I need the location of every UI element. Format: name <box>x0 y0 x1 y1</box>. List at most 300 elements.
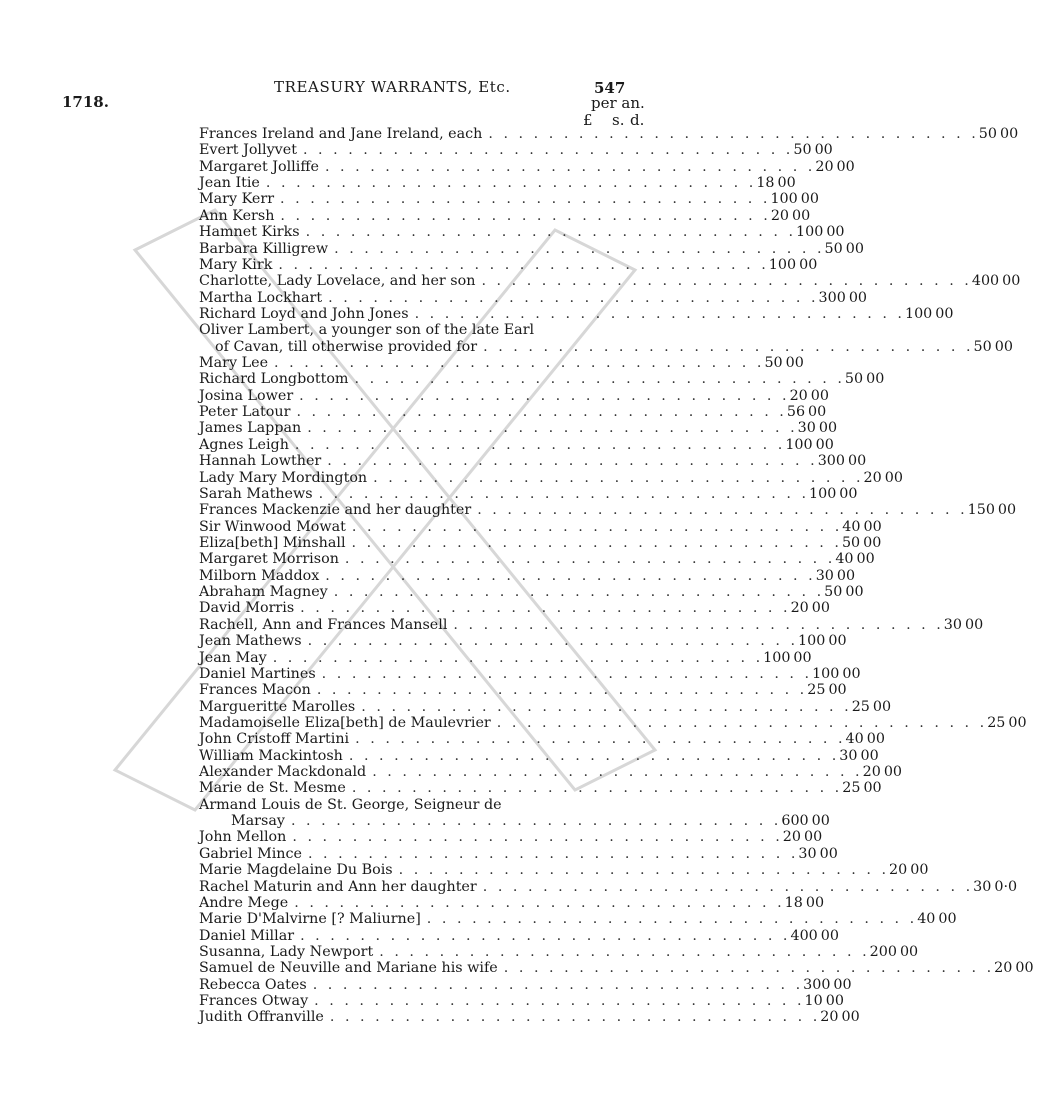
dot-leader: . . . . . . . . . . . . . . . . . . . . . . . . . . . . . . . . . <box>477 502 968 519</box>
dot-leader: . . . . . . . . . . . . . . . . . . . . . . . . . . . . . . . . . <box>373 469 864 486</box>
list-item <box>199 256 818 273</box>
pence-value: 0 <box>1024 960 1034 977</box>
dot-leader: . . . . . . . . . . . . . . . . . . . . . . . . . . . . . . . . . <box>307 420 798 437</box>
recipient-name: Rachel Maturin and Ann her daughter <box>199 878 477 895</box>
pence-value: 0 <box>794 355 804 372</box>
pence-value: 0 <box>848 485 858 502</box>
pounds-value <box>572 797 619 813</box>
entry-name-cell <box>199 355 764 371</box>
entry-name-cell <box>199 633 798 649</box>
recipient-name: Martha Lockhart <box>199 289 323 306</box>
entry-name-cell <box>199 257 769 273</box>
pence-value: 0 <box>808 256 818 273</box>
list-item <box>199 665 861 682</box>
entry-name-cell <box>199 175 756 191</box>
shillings-value: 0 <box>999 126 1010 142</box>
dot-leader: . . . . . . . . . . . . . . . . . . . . . . . . . . . . . . . . . <box>351 518 843 535</box>
dot-leader: . . . . . . . . . . . . . . . . . . . . . . . . . . . . . . . . . <box>398 862 890 879</box>
pounds-value: 600 <box>781 813 809 830</box>
entry-name-cell <box>199 813 781 829</box>
shillings-value: 0 <box>836 158 846 175</box>
shillings-value: 0 <box>1002 273 1012 290</box>
recipient-name: Margaret Morrison <box>199 551 339 568</box>
entry-name-cell <box>199 584 824 600</box>
pounds-value: 40 <box>917 911 936 928</box>
list-item <box>199 813 830 830</box>
recipient-name: Josina Lower <box>199 387 294 404</box>
entry-name-cell <box>199 273 972 289</box>
list-item <box>199 584 864 601</box>
pounds-value: 40 <box>835 551 854 568</box>
list-item <box>199 878 1018 895</box>
pounds-value: 20 <box>782 829 801 846</box>
shillings-value: 0 <box>910 862 920 879</box>
entry-name-cell <box>199 290 819 306</box>
entry-name-cell <box>199 944 870 960</box>
entry-name-cell <box>199 535 842 551</box>
pence-value <box>636 797 659 813</box>
pence-value: 0 <box>819 387 829 404</box>
list-item <box>199 436 834 453</box>
pounds-value: 30 <box>973 878 992 895</box>
entry-name-cell <box>199 797 572 813</box>
shillings-value: 0 <box>825 993 835 1010</box>
list-item <box>199 289 868 306</box>
pence-value: 0 <box>1007 502 1017 519</box>
list-item <box>199 158 855 175</box>
list-item <box>199 273 1021 290</box>
dot-leader: . . . . . . . . . . . . . . . . . . . . . . . . . . . . . . . . . <box>272 649 764 666</box>
dot-leader: . . . . . . . . . . . . . . . . . . . . . . . . . . . . . . . . . <box>302 142 794 159</box>
recipient-name: Frances Mackenzie and her daughter <box>199 502 472 519</box>
pounds-value: 25 <box>851 698 870 715</box>
shillings-value <box>619 322 636 338</box>
recipient-name: David Morris <box>199 600 295 617</box>
shillings-value: 0 <box>1015 960 1025 977</box>
pence-value: 0 <box>875 371 885 388</box>
entry-name-cell <box>199 126 979 142</box>
recipient-name: Alexander Mackdonald <box>199 764 367 781</box>
pence-value: 0 <box>1011 273 1021 290</box>
pence-value: 0 <box>817 404 827 421</box>
entry-name-cell <box>199 551 835 567</box>
entry-name-cell <box>199 715 987 731</box>
pounds-column-head: £ <box>583 111 593 129</box>
pence-value: 0 <box>854 584 864 601</box>
pounds-value: 300 <box>817 453 845 470</box>
list-item <box>199 224 845 241</box>
shillings-value: 0 <box>856 551 866 568</box>
shillings-column-head: s. <box>612 111 625 129</box>
pounds-value: 30 <box>943 616 962 633</box>
list-item <box>199 142 833 159</box>
dot-leader: . . . . . . . . . . . . . . . . . . . . . . . . . . . . . . . . . <box>333 584 825 601</box>
pence-value: 0 <box>893 469 903 486</box>
pence-value: 0 <box>882 698 892 715</box>
entry-name-cell <box>199 895 785 911</box>
pence-value: 0 <box>857 453 867 470</box>
entry-name-cell <box>199 699 852 715</box>
pounds-value: 20 <box>770 207 790 224</box>
entry-name-cell <box>199 241 825 257</box>
pence-value: 0 <box>829 927 839 944</box>
list-item <box>199 453 867 470</box>
dot-leader: . . . . . . . . . . . . . . . . . . . . . . . . . . . . . . . . . <box>482 878 974 895</box>
pounds-value: 20 <box>994 960 1013 977</box>
pence-value: 0 <box>872 534 882 551</box>
pence-value: 0 <box>846 567 856 584</box>
recipient-name: Daniel Martines <box>199 665 316 682</box>
entry-name-cell <box>199 764 863 780</box>
entry-name-cell <box>199 224 796 240</box>
shillings-value: 0 <box>847 453 858 470</box>
entry-name-cell <box>199 388 790 404</box>
dot-leader: . . . . . . . . . . . . . . . . . . . . . . . . . . . . . . . . . <box>334 240 825 257</box>
dot-leader: . . . . . . . . . . . . . . . . . . . . . . . . . . . . . . . . . <box>372 764 863 781</box>
recipient-name: Sir Winwood Mowat <box>199 518 346 535</box>
dot-leader: . . . . . . . . . . . . . . . . . . . . . . . . . . . . . . . . . <box>274 355 765 372</box>
pounds-value: 18 <box>756 175 775 192</box>
entry-name-cell <box>199 829 783 845</box>
recipient-name: Susanna, Lady Newport <box>199 943 374 960</box>
pounds-value: 30 <box>798 845 817 862</box>
recipient-name: Marie de St. Mesme <box>199 780 346 797</box>
list-item <box>199 714 1027 731</box>
recipient-name: Rebecca Oates <box>199 976 307 993</box>
pounds-value: 40 <box>842 518 861 535</box>
pounds-value: 20 <box>862 764 881 781</box>
recipient-name: Hamnet Kirks <box>199 224 300 241</box>
list-item <box>199 240 864 257</box>
entry-name-cell <box>199 568 816 584</box>
shillings-value: 0 <box>1008 714 1018 731</box>
recipient-name: Samuel de Neuville and Mariane his wife <box>199 960 498 977</box>
recipient-name: Frances Ireland and Jane Ireland, each <box>199 126 483 142</box>
dot-leader: . . . . . . . . . . . . . . . . . . . . . . . . . . . . . . . . . <box>325 567 816 584</box>
pounds-value: 18 <box>784 894 803 911</box>
dot-leader: . . . . . . . . . . . . . . . . . . . . . . . . . . . . . . . . . <box>314 993 805 1010</box>
entry-name-cell <box>199 486 809 502</box>
recipient-name: Marsay <box>231 813 285 830</box>
shillings-value: 0 <box>800 191 810 208</box>
pence-value: 0 <box>835 224 845 241</box>
pence-value: 0 <box>974 616 984 633</box>
pounds-value: 200 <box>869 943 897 960</box>
shillings-value: 0 <box>839 485 849 502</box>
list-item <box>199 649 812 666</box>
pence-value: 0 <box>820 813 830 830</box>
recipient-name: John Cristoff Martini <box>199 731 350 748</box>
pence-value: 0 <box>1009 126 1019 142</box>
pounds-value: 50 <box>793 142 812 159</box>
pounds-value: 100 <box>809 485 837 502</box>
pence-value: 0 <box>827 420 838 437</box>
recipient-name: Oliver Lambert, a younger son of the late Earl <box>199 322 535 339</box>
shillings-value: 0 <box>833 976 843 993</box>
warrant-list <box>199 126 1034 1026</box>
dot-leader: . . . . . . . . . . . . . . . . . . . . . . . . . . . . . . . . . <box>280 207 771 224</box>
recipient-name: Gabriel Mince <box>199 845 302 862</box>
entry-name-cell <box>199 993 805 1009</box>
list-item <box>199 894 825 911</box>
pence-value: 0 <box>857 289 868 306</box>
dot-leader: . . . . . . . . . . . . . . . . . . . . . . . . . . . . . . . . . <box>307 845 799 862</box>
dot-leader: . . . . . . . . . . . . . . . . . . . . . . . . . . . . . . . . . <box>318 485 809 502</box>
pence-value: 0 <box>814 894 825 911</box>
list-item <box>199 927 839 944</box>
list-item <box>199 534 882 551</box>
shillings-value: 0 <box>820 927 830 944</box>
recipient-name: Eliza[beth] Minshall <box>199 534 346 551</box>
list-item <box>199 911 957 928</box>
pence-value: 0 <box>1017 714 1027 731</box>
pence-value: ·0 <box>1003 878 1018 895</box>
shillings-value: 0 <box>884 469 894 486</box>
dot-leader: . . . . . . . . . . . . . . . . . . . . . . . . . . . . . . . . . <box>503 960 995 977</box>
dot-leader: . . . . . . . . . . . . . . . . . . . . . . . . . . . . . . . . . <box>300 927 791 944</box>
pounds-value: 100 <box>812 665 840 682</box>
running-head: TREASURY WARRANTS, Etc. <box>274 78 511 96</box>
shillings-value: 0 <box>965 616 975 633</box>
list-item <box>199 976 852 993</box>
pounds-value: 50 <box>973 338 992 355</box>
pence-value <box>636 322 659 338</box>
dot-leader: . . . . . . . . . . . . . . . . . . . . . . . . . . . . . . . . . <box>296 404 787 421</box>
shillings-value: 0 <box>866 371 876 388</box>
shillings-value: 0 <box>863 518 873 535</box>
shillings-value: 0 <box>866 731 876 748</box>
dot-leader: . . . . . . . . . . . . . . . . . . . . . . . . . . . . . . . . . <box>316 682 808 699</box>
recipient-name: William Mackintosh <box>199 747 343 764</box>
shillings-value: 0 <box>792 207 802 224</box>
pence-value: 0 <box>828 845 838 862</box>
dot-leader: . . . . . . . . . . . . . . . . . . . . . . . . . . . . . . . . . <box>351 534 842 551</box>
pounds-value: 50 <box>824 584 843 601</box>
recipient-name: Peter Latour <box>199 404 291 421</box>
recipient-name: Richard Longbottom <box>199 371 349 388</box>
entry-name-cell <box>199 322 572 338</box>
entry-name-cell <box>199 977 803 993</box>
dot-leader: . . . . . . . . . . . . . . . . . . . . . . . . . . . . . . . . . <box>294 894 785 911</box>
recipient-name: Jean May <box>199 649 267 666</box>
pounds-value: 25 <box>987 714 1006 731</box>
pence-value: 0 <box>837 682 847 699</box>
list-item <box>199 338 1013 355</box>
dot-leader: . . . . . . . . . . . . . . . . . . . . . . . . . . . . . . . . . <box>265 175 757 192</box>
shillings-value: 0 <box>938 911 948 928</box>
dot-leader: . . . . . . . . . . . . . . . . . . . . . . . . . . . . . . . . . <box>280 191 771 208</box>
dot-leader: . . . . . . . . . . . . . . . . . . . . . . . . . . . . . . . . . <box>453 616 944 633</box>
shillings-value: 0 <box>808 404 818 421</box>
shillings-value: 0 <box>811 600 821 617</box>
pounds-value: 30 <box>797 420 816 437</box>
entry-name-cell <box>199 420 798 436</box>
list-item <box>199 845 838 862</box>
pounds-value: 40 <box>845 731 864 748</box>
pounds-value: 100 <box>796 224 824 241</box>
pence-value: 0 <box>865 551 875 568</box>
entry-name-cell <box>199 1009 820 1025</box>
pounds-value: 56 <box>786 404 806 421</box>
recipient-name: Ann Kersh <box>199 207 275 224</box>
list-item <box>199 502 1017 519</box>
pounds-value: 400 <box>971 273 1000 290</box>
shillings-value: 0 <box>836 567 846 584</box>
dot-leader: . . . . . . . . . . . . . . . . . . . . . . . . . . . . . . . . . <box>312 976 804 993</box>
recipient-name: Jean Itie <box>199 175 260 192</box>
shillings-value: 0 <box>872 698 882 715</box>
recipient-name: Marie D'Malvirne [? Maliurne] <box>199 911 421 928</box>
entry-name-cell <box>199 666 812 682</box>
entry-name-cell <box>199 502 968 518</box>
dot-leader: . . . . . . . . . . . . . . . . . . . . . . . . . . . . . . . . . <box>324 158 816 175</box>
entry-name-cell <box>199 731 846 747</box>
entry-name-cell <box>199 519 842 535</box>
pounds-value: 300 <box>818 289 846 306</box>
list-item <box>199 633 847 650</box>
recipient-name: Daniel Millar <box>199 927 295 944</box>
recipient-name: Evert Jollyvet <box>199 142 297 159</box>
pence-value: 0 <box>813 829 823 846</box>
dot-leader: . . . . . . . . . . . . . . . . . . . . . . . . . . . . . . . . . <box>414 305 905 322</box>
entry-name-cell <box>199 159 815 175</box>
dot-leader: . . . . . . . . . . . . . . . . . . . . . . . . . . . . . . . . . <box>307 633 799 650</box>
pence-value: 0 <box>851 665 861 682</box>
pounds-value: 100 <box>798 633 826 650</box>
pence-value: 0 <box>1003 338 1013 355</box>
dot-leader: . . . . . . . . . . . . . . . . . . . . . . . . . . . . . . . . . <box>327 453 818 470</box>
entry-name-cell <box>199 911 917 927</box>
pence-value: 0 <box>845 158 855 175</box>
dot-leader: . . . . . . . . . . . . . . . . . . . . . . . . . . . . . . . . . <box>351 780 843 797</box>
dot-leader: . . . . . . . . . . . . . . . . . . . . . . . . . . . . . . . . . <box>354 371 845 388</box>
pounds-value: 100 <box>785 436 813 453</box>
list-item <box>199 731 885 748</box>
pounds-value: 400 <box>790 927 818 944</box>
list-item <box>199 960 1034 977</box>
entry-name-cell <box>199 617 944 633</box>
pounds-value: 150 <box>967 502 995 519</box>
recipient-name: Frances Macon <box>199 682 311 699</box>
pounds-value: 50 <box>978 126 997 142</box>
shillings-value: 0 <box>814 142 824 159</box>
entry-name-cell <box>199 306 905 322</box>
recipient-name: Charlotte, Lady Lovelace, and her son <box>199 273 476 290</box>
page-number: 547 <box>594 79 626 97</box>
dot-leader: . . . . . . . . . . . . . . . . . . . . . . . . . . . . . . . . . <box>328 289 819 306</box>
entry-name-cell <box>199 453 818 469</box>
pounds-value: 25 <box>842 780 861 797</box>
recipient-name: Lady Mary Mordington <box>199 469 368 486</box>
recipient-name: Mary Kirk <box>199 256 273 273</box>
pence-value: 0 <box>809 191 819 208</box>
recipient-name: Sarah Mathews <box>199 485 313 502</box>
shillings-value: 0 <box>793 649 803 666</box>
pounds-value: 100 <box>768 256 797 273</box>
recipient-name: Mary Lee <box>199 355 269 372</box>
pounds-value: 30 <box>839 747 858 764</box>
pence-value: 0 <box>947 911 957 928</box>
shillings-value: 0 <box>899 943 910 960</box>
pence-value: 0 <box>944 305 954 322</box>
shillings-value: 0 <box>845 240 855 257</box>
pence-value: 0 <box>919 862 929 879</box>
list-item <box>199 207 811 224</box>
pence-value: 0 <box>824 436 834 453</box>
recipient-name: Abraham Magney <box>199 584 328 601</box>
dot-leader: . . . . . . . . . . . . . . . . . . . . . . . . . . . . . . . . . <box>299 387 790 404</box>
pounds-value <box>572 322 619 338</box>
recipient-name: Margueritte Marolles <box>199 698 356 715</box>
pence-value: 0 <box>837 633 847 650</box>
entry-name-cell <box>199 780 842 796</box>
recipient-name: Richard Loyd and John Jones <box>199 305 409 322</box>
dot-leader: . . . . . . . . . . . . . . . . . . . . . . . . . . . . . . . . . <box>496 714 988 731</box>
shillings-value: 0 <box>997 502 1008 519</box>
list-item <box>199 420 838 437</box>
list-item <box>199 355 804 372</box>
entry-name-cell <box>199 437 785 453</box>
recipient-name: Madamoiselle Eliza[beth] de Maulevrier <box>199 714 491 731</box>
entry-name-cell <box>199 600 791 616</box>
dot-leader: . . . . . . . . . . . . . . . . . . . . . . . . . . . . . . . . . <box>292 829 783 846</box>
recipient-name: Milborn Maddox <box>199 567 320 584</box>
recipient-name: Andre Mege <box>199 894 289 911</box>
list-item <box>199 682 847 699</box>
entry-name-cell <box>199 142 793 158</box>
entry-name-cell <box>199 748 839 764</box>
recipient-name: James Lappan <box>199 420 302 437</box>
shillings-value: 0 <box>810 387 820 404</box>
list-item <box>199 305 954 322</box>
shillings-value: 0 <box>811 813 821 830</box>
dot-leader: . . . . . . . . . . . . . . . . . . . . . . . . . . . . . . . . . <box>321 665 813 682</box>
list-item <box>199 175 796 192</box>
pounds-value: 50 <box>844 371 864 388</box>
shillings-value: 0 <box>826 224 836 241</box>
shillings-value <box>619 797 636 813</box>
year-label: 1718. <box>62 93 109 111</box>
list-item <box>199 191 819 208</box>
list-item <box>199 780 882 797</box>
entry-name-cell <box>199 470 864 486</box>
pence-value: 0 <box>909 943 919 960</box>
list-item <box>199 993 844 1010</box>
recipient-name: Judith Offranville <box>199 1009 324 1026</box>
list-item <box>199 404 827 421</box>
pence-value: 0 <box>842 976 852 993</box>
list-item <box>199 797 659 813</box>
list-item <box>199 747 879 764</box>
dot-leader: . . . . . . . . . . . . . . . . . . . . . . . . . . . . . . . . . <box>488 126 979 142</box>
entry-name-cell <box>199 862 889 878</box>
entry-name-cell <box>199 371 845 387</box>
pence-value: 0 <box>869 747 879 764</box>
dot-leader: . . . . . . . . . . . . . . . . . . . . . . . . . . . . . . . . . <box>379 943 870 960</box>
shillings-value: 0 <box>841 1009 851 1026</box>
shillings-value: 0 <box>805 894 815 911</box>
list-item <box>199 567 856 584</box>
shillings-value: 0 <box>818 420 828 437</box>
dot-leader: . . . . . . . . . . . . . . . . . . . . . . . . . . . . . . . . . <box>278 256 769 273</box>
recipient-name: Armand Louis de St. George, Seigneur de <box>199 796 502 813</box>
shillings-value: 0 <box>863 780 873 797</box>
list-item <box>199 518 882 535</box>
entry-name-cell <box>199 682 807 698</box>
shillings-value: 0 <box>777 175 787 192</box>
pence-value: 0 <box>801 207 811 224</box>
list-item <box>199 829 823 846</box>
